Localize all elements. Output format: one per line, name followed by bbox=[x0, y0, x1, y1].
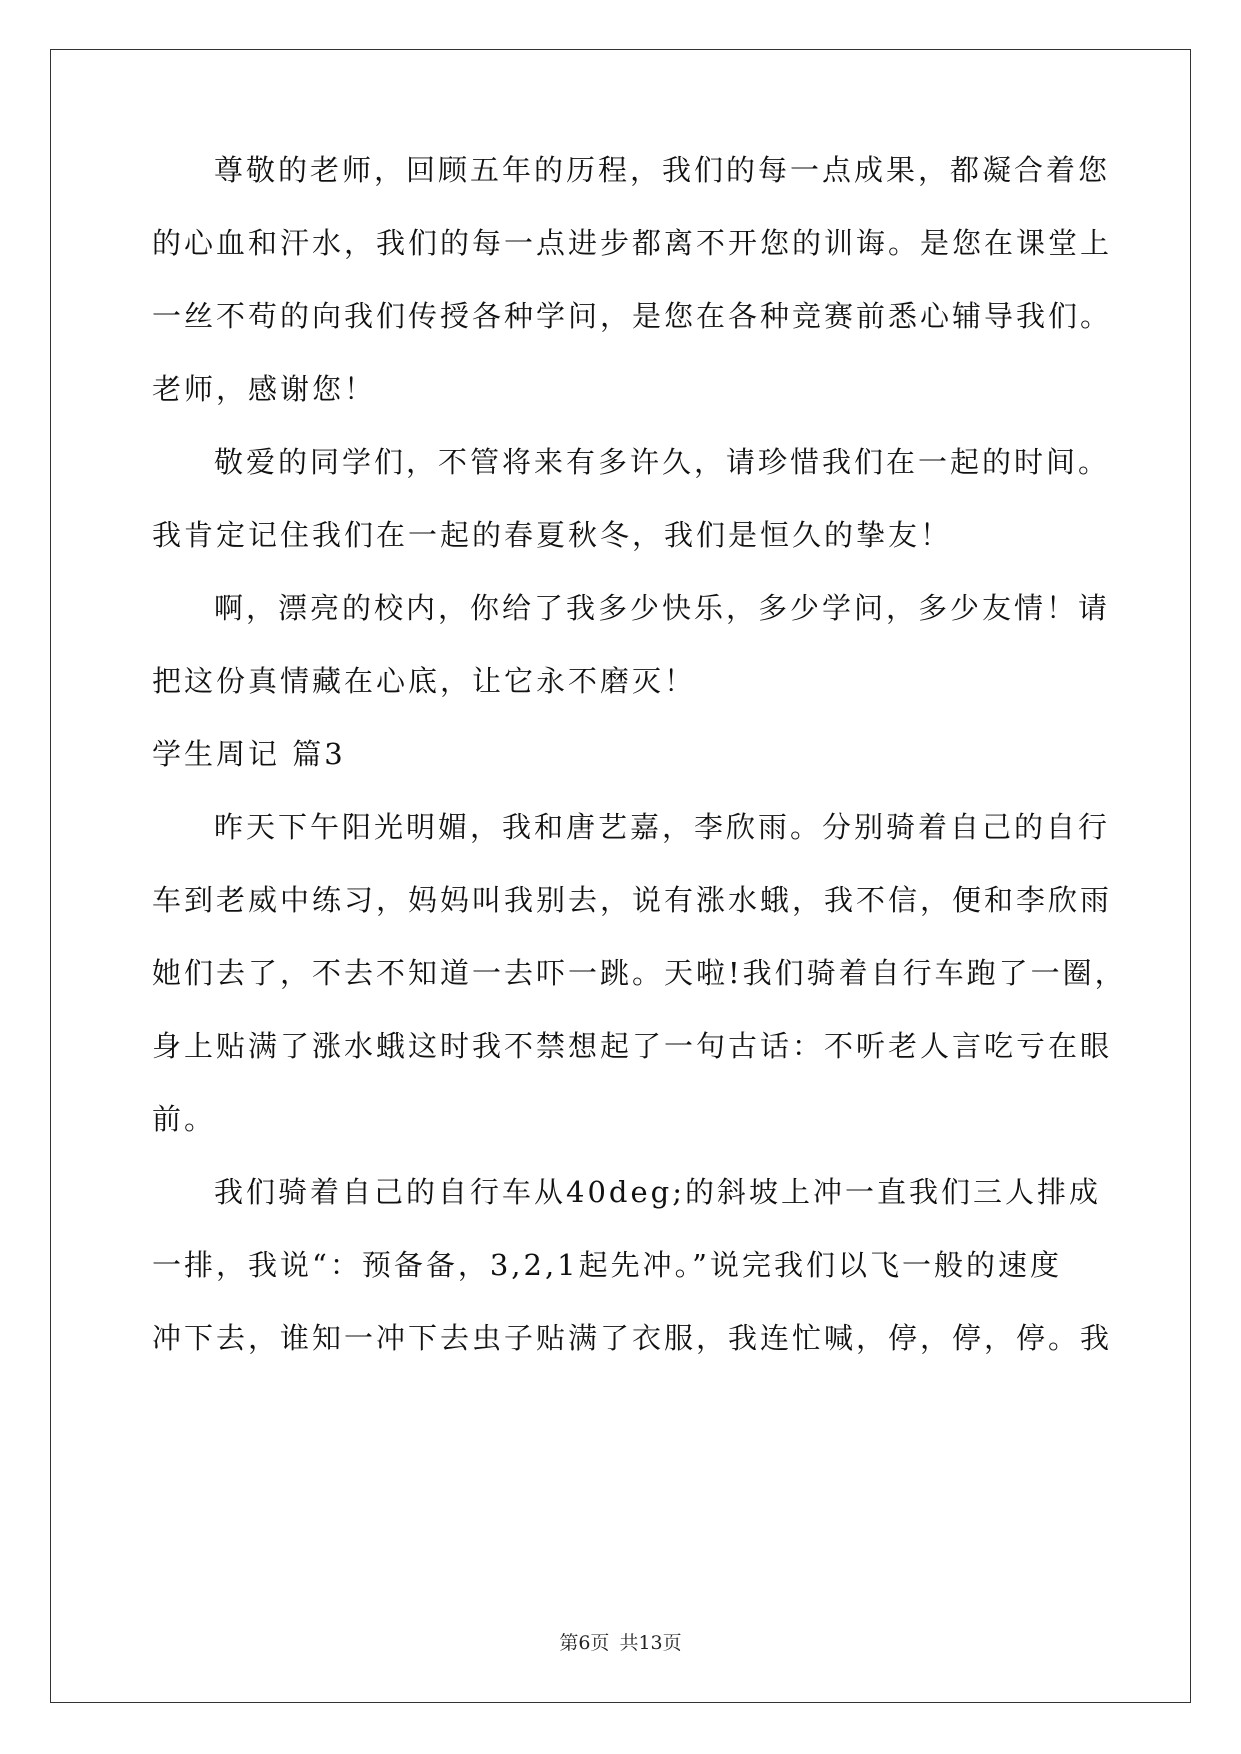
paragraph-line: 老师，感谢您！ bbox=[152, 372, 377, 406]
paragraph-line: 身上贴满了涨水蛾这时我不禁想起了一句古话：不听老人言吃亏在眼 bbox=[152, 1029, 1113, 1063]
paragraph-line: 啊，漂亮的校内，你给了我多少快乐，多少学问，多少友情！请 bbox=[214, 591, 1111, 625]
paragraph-line: 一排，我说“：预备备，3,2,1起先冲。”说完我们以飞一般的速度 bbox=[152, 1248, 1062, 1282]
paragraph-line: 我肯定记住我们在一起的春夏秋冬，我们是恒久的挚友！ bbox=[152, 518, 953, 552]
paragraph-line: 车到老威中练习，妈妈叫我别去，说有涨水蛾，我不信，便和李欣雨 bbox=[152, 883, 1113, 917]
section-heading: 学生周记 篇3 bbox=[152, 737, 346, 771]
paragraph-line: 敬爱的同学们，不管将来有多许久，请珍惜我们在一起的时间。 bbox=[214, 445, 1111, 479]
paragraph-line: 昨天下午阳光明媚，我和唐艺嘉，李欣雨。分别骑着自己的自行 bbox=[214, 810, 1111, 844]
paragraph-line: 我们骑着自己的自行车从40deg;的斜坡上冲一直我们三人排成 bbox=[214, 1175, 1101, 1209]
page-footer bbox=[0, 1628, 1241, 1655]
page-number: 第6页 bbox=[559, 1632, 610, 1654]
page-total: 共13页 bbox=[619, 1632, 682, 1654]
paragraph-line: 冲下去，谁知一冲下去虫子贴满了衣服，我连忙喊，停，停，停。我 bbox=[152, 1321, 1113, 1355]
paragraph-line: 把这份真情藏在心底，让它永不磨灭！ bbox=[152, 664, 697, 698]
paragraph-line: 一丝不苟的向我们传授各种学问，是您在各种竞赛前悉心辅导我们。 bbox=[152, 299, 1113, 333]
paragraph-line: 前。 bbox=[152, 1102, 217, 1136]
paragraph-line: 的心血和汗水，我们的每一点进步都离不开您的训诲。是您在课堂上 bbox=[152, 226, 1113, 260]
paragraph-line: 她们去了，不去不知道一去吓一跳。天啦!我们骑着自行车跑了一圈， bbox=[152, 956, 1127, 990]
paragraph-line: 尊敬的老师，回顾五年的历程，我们的每一点成果，都凝合着您 bbox=[214, 153, 1111, 187]
